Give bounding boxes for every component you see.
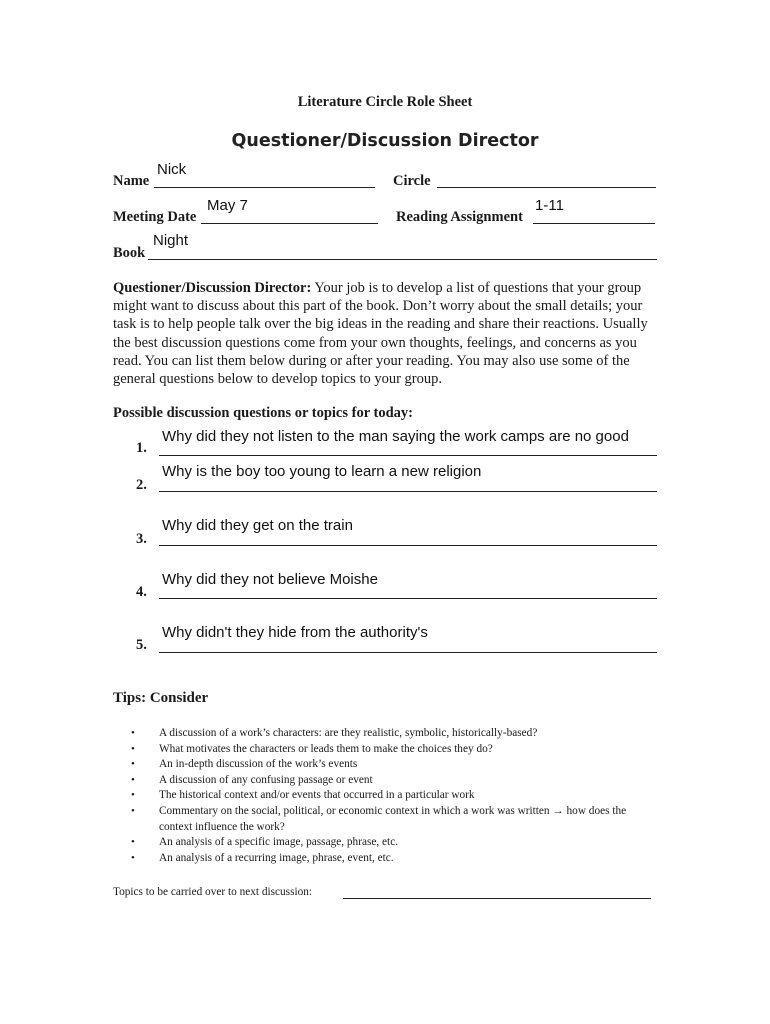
tip-item xyxy=(131,742,651,758)
tip-item xyxy=(131,804,651,835)
questions-heading: Possible discussion questions or topics for today: xyxy=(113,405,413,421)
bullet-icon: • xyxy=(131,758,135,771)
question-number: 2. xyxy=(136,477,147,493)
tips-heading: Tips: Consider xyxy=(113,690,209,706)
question-answer: Why didn't they hide from the authority's xyxy=(162,624,428,641)
book-label: Book xyxy=(113,245,146,261)
bullet-icon: • xyxy=(131,773,135,786)
instructions-paragraph xyxy=(113,279,665,388)
bullet-icon: • xyxy=(131,836,135,849)
tip-item xyxy=(131,788,651,804)
circle-field[interactable] xyxy=(437,187,656,188)
book-field[interactable] xyxy=(148,259,657,260)
tip-item xyxy=(131,835,651,851)
role-title: Questioner/Discussion Director xyxy=(231,131,539,151)
book-value: Night xyxy=(153,232,189,249)
question-answer-line[interactable] xyxy=(159,491,657,492)
carry-over-field[interactable] xyxy=(343,898,651,899)
tip-text: An analysis of a specific image, passage, phrase, etc. xyxy=(159,836,399,849)
tip-text: A discussion of a work’s characters: are they realistic, symbolic, historically-based? xyxy=(159,727,538,739)
tip-item xyxy=(131,773,651,789)
question-answer-line[interactable] xyxy=(159,652,657,653)
question-answer: Why did they not believe Moishe xyxy=(162,571,378,588)
meeting-date-label: Meeting Date xyxy=(113,209,197,225)
circle-label: Circle xyxy=(393,173,431,189)
name-value: Nick xyxy=(157,161,187,178)
question-answer-line[interactable] xyxy=(159,598,657,599)
question-answer: Why did they get on the train xyxy=(162,517,353,534)
tips-list xyxy=(131,726,651,866)
carry-over-label: Topics to be carried over to next discussion: xyxy=(113,886,313,898)
tip-item xyxy=(131,757,651,773)
question-answer-line[interactable] xyxy=(159,545,657,546)
question-answer: Why did they not listen to the man saying the work camps are no good xyxy=(162,428,629,445)
bullet-icon: • xyxy=(131,851,135,864)
tip-text: Commentary on the social, political, or economic context in which a work was written → how does the context influence the work? xyxy=(159,804,627,833)
question-number: 4. xyxy=(136,584,147,600)
instructions-text: Your job is to develop a list of questions that your group might want to discuss about this part of the book. Don’t worry about the small details; your task is to help people talk over the big ideas in the reading and share their reactions. Usually the best discussion questions come from your own thoughts, feelings, and concerns as you read. You can list them below during or after your reading. You may also use some of the general questions below to develop topics to your group. xyxy=(113,280,648,388)
meeting-date-value: May 7 xyxy=(207,197,248,214)
bullet-icon: • xyxy=(131,727,135,739)
tip-text: What motivates the characters or leads them to make the choices they do? xyxy=(159,742,493,755)
tip-text: An in-depth discussion of the work’s events xyxy=(159,758,358,771)
tip-item xyxy=(131,726,651,742)
reading-assignment-value: 1-11 xyxy=(535,197,564,214)
tip-text: The historical context and/or events that occurred in a particular work xyxy=(159,789,475,802)
meeting-date-field[interactable] xyxy=(201,223,378,224)
question-number: 5. xyxy=(136,637,147,653)
tip-text: A discussion of any confusing passage or event xyxy=(159,773,373,786)
question-answer: Why is the boy too young to learn a new religion xyxy=(162,463,482,480)
bullet-icon: • xyxy=(131,742,135,755)
role-name: Questioner/Discussion Director: xyxy=(113,280,312,296)
name-label: Name xyxy=(113,173,150,189)
question-number: 3. xyxy=(136,531,147,547)
question-answer-line[interactable] xyxy=(159,455,657,456)
sheet-title: Literature Circle Role Sheet xyxy=(297,94,473,110)
reading-assignment-field[interactable] xyxy=(533,223,655,224)
question-number: 1. xyxy=(136,440,147,456)
bullet-icon: • xyxy=(131,804,135,817)
tip-text: An analysis of a recurring image, phrase, event, etc. xyxy=(159,851,394,864)
tip-item xyxy=(131,851,651,867)
name-field[interactable] xyxy=(154,187,375,188)
bullet-icon: • xyxy=(131,789,135,802)
reading-assignment-label: Reading Assignment xyxy=(396,209,523,225)
